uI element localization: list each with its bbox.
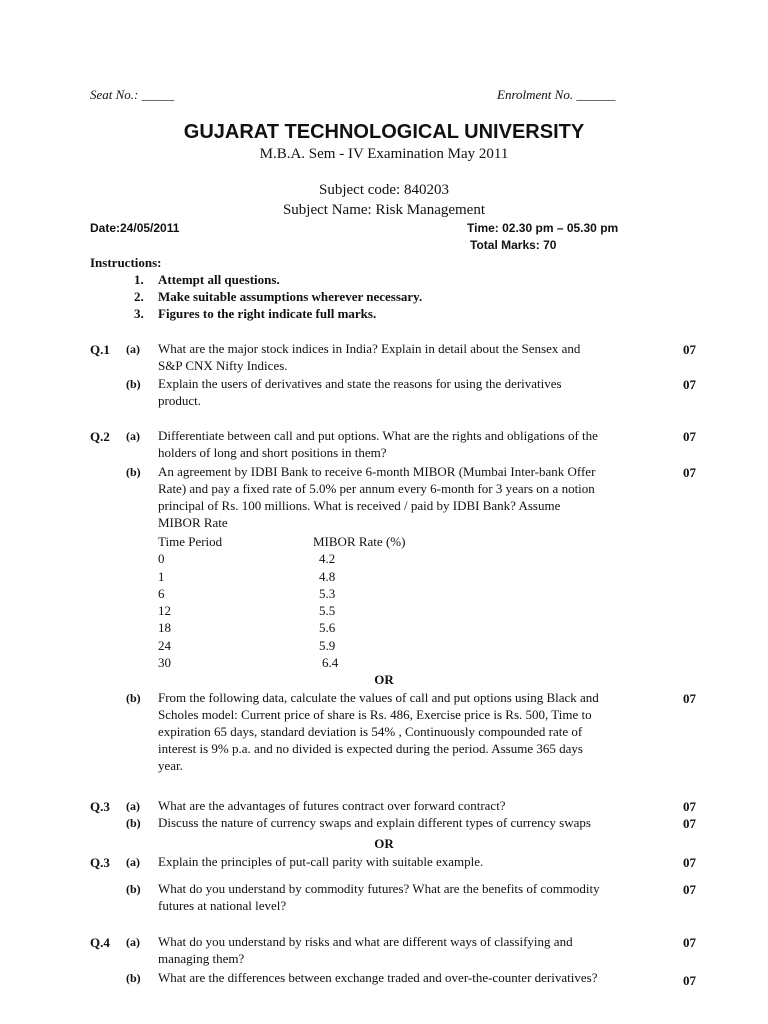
question-label: Q.4 bbox=[90, 935, 110, 950]
question-text: What do you understand by commodity futures? What are the benefits of commodity futures at national level? bbox=[158, 881, 600, 913]
question-text: What are the advantages of futures contract over forward contract? bbox=[158, 798, 506, 813]
or-divider: OR bbox=[374, 836, 394, 851]
subpart-label: (b) bbox=[126, 882, 141, 896]
subpart-label: (a) bbox=[126, 799, 140, 813]
table-cell: 5.9 bbox=[319, 637, 336, 653]
exam-date: Date:24/05/2011 bbox=[90, 221, 180, 235]
instruction-number: 1. bbox=[134, 272, 144, 287]
subpart-label: (b) bbox=[126, 971, 141, 985]
marks: 07 bbox=[683, 429, 696, 444]
subpart-label: (a) bbox=[126, 429, 140, 443]
mibor-table-col1 bbox=[158, 533, 222, 671]
instruction-item: Figures to the right indicate full marks. bbox=[158, 306, 377, 321]
subpart-label: (a) bbox=[126, 342, 140, 356]
question-text: Explain the users of derivatives and state the reasons for using the derivatives product. bbox=[158, 376, 562, 408]
marks: 07 bbox=[683, 465, 696, 480]
marks: 07 bbox=[683, 799, 696, 814]
table-cell: 6 bbox=[158, 585, 165, 601]
instructions-numbers bbox=[134, 271, 144, 322]
question-text: Differentiate between call and put options. What are the rights and obligations of the holders of long and short positions in them? bbox=[158, 428, 598, 460]
table-header: Time Period bbox=[158, 534, 223, 549]
table-cell: 1 bbox=[158, 568, 165, 584]
seat-no: Seat No.: _____ bbox=[90, 87, 175, 102]
subpart-label: (b) bbox=[126, 465, 141, 479]
table-cell: 5.3 bbox=[319, 585, 336, 601]
table-cell: 24 bbox=[158, 637, 171, 653]
instruction-item: Make suitable assumptions wherever necessary. bbox=[158, 289, 423, 304]
instructions-list bbox=[158, 271, 422, 322]
subpart-label: (a) bbox=[126, 855, 140, 869]
subpart-label: (a) bbox=[126, 935, 140, 949]
marks: 07 bbox=[683, 377, 696, 392]
instruction-number: 2. bbox=[134, 289, 144, 304]
table-cell: 6.4 bbox=[322, 655, 339, 671]
instruction-item: Attempt all questions. bbox=[158, 272, 280, 287]
enrolment-no: Enrolment No. ______ bbox=[497, 87, 616, 102]
or-divider: OR bbox=[374, 672, 394, 687]
table-cell: 0 bbox=[158, 551, 165, 567]
question-label: Q.1 bbox=[90, 342, 110, 357]
question-text: From the following data, calculate the values of call and put options using Black and Scholes model: Current price of share is Rs. 486, Exercise price is Rs. 500, Time to expiration 65 days, standard deviation is 54% , Continuously compounded rate of interest is 9% p.a. and no divided is expected during the period. Assume 365 days year. bbox=[158, 690, 599, 773]
table-header: MIBOR Rate (%) bbox=[313, 534, 406, 549]
mibor-table-col2 bbox=[313, 533, 405, 671]
subpart-label: (b) bbox=[126, 816, 141, 830]
instructions-heading: Instructions: bbox=[90, 255, 162, 270]
table-cell: 4.8 bbox=[319, 568, 336, 584]
exam-title: M.B.A. Sem - IV Examination May 2011 bbox=[259, 146, 509, 162]
marks: 07 bbox=[683, 342, 696, 357]
table-cell: 12 bbox=[158, 603, 171, 619]
table-cell: 18 bbox=[158, 620, 171, 636]
marks: 07 bbox=[683, 935, 696, 950]
question-text: An agreement by IDBI Bank to receive 6-month MIBOR (Mumbai Inter-bank Offer Rate) and pay a fixed rate of 5.0% per annum every 6-month for 3 years on a notion principal of Rs. 100 millions. What is received / paid by IDBI Bank? Assume MIBOR Rate bbox=[158, 464, 596, 530]
question-text: What are the differences between exchange traded and over-the-counter derivatives? bbox=[158, 970, 598, 985]
exam-time: Time: 02.30 pm – 05.30 pm bbox=[467, 221, 619, 235]
question-label: Q.3 bbox=[90, 855, 110, 870]
question-text: Explain the principles of put-call parity with suitable example. bbox=[158, 854, 484, 869]
question-text: What do you understand by risks and what are different ways of classifying and managing them? bbox=[158, 934, 573, 966]
subject-name: Subject Name: Risk Management bbox=[282, 202, 486, 218]
table-cell: 30 bbox=[158, 655, 171, 671]
marks: 07 bbox=[683, 855, 696, 870]
question-text: What are the major stock indices in India? Explain in detail about the Sensex and S&P CNX Nifty Indices. bbox=[158, 341, 581, 373]
subpart-label: (b) bbox=[126, 691, 141, 705]
table-cell: 5.6 bbox=[319, 620, 336, 636]
table-cell: 5.5 bbox=[319, 603, 336, 619]
marks: 07 bbox=[683, 882, 696, 897]
subject-code: Subject code: 840203 bbox=[319, 182, 449, 198]
marks: 07 bbox=[683, 973, 696, 988]
question-label: Q.2 bbox=[90, 429, 110, 444]
question-label: Q.3 bbox=[90, 799, 110, 814]
total-marks: Total Marks: 70 bbox=[470, 238, 557, 252]
subpart-label: (b) bbox=[126, 377, 141, 391]
instruction-number: 3. bbox=[134, 306, 144, 321]
marks: 07 bbox=[683, 816, 696, 831]
university-title: GUJARAT TECHNOLOGICAL UNIVERSITY bbox=[183, 121, 585, 143]
question-text: Discuss the nature of currency swaps and explain different types of currency swaps bbox=[158, 815, 591, 830]
table-cell: 4.2 bbox=[319, 551, 336, 567]
marks: 07 bbox=[683, 691, 696, 706]
